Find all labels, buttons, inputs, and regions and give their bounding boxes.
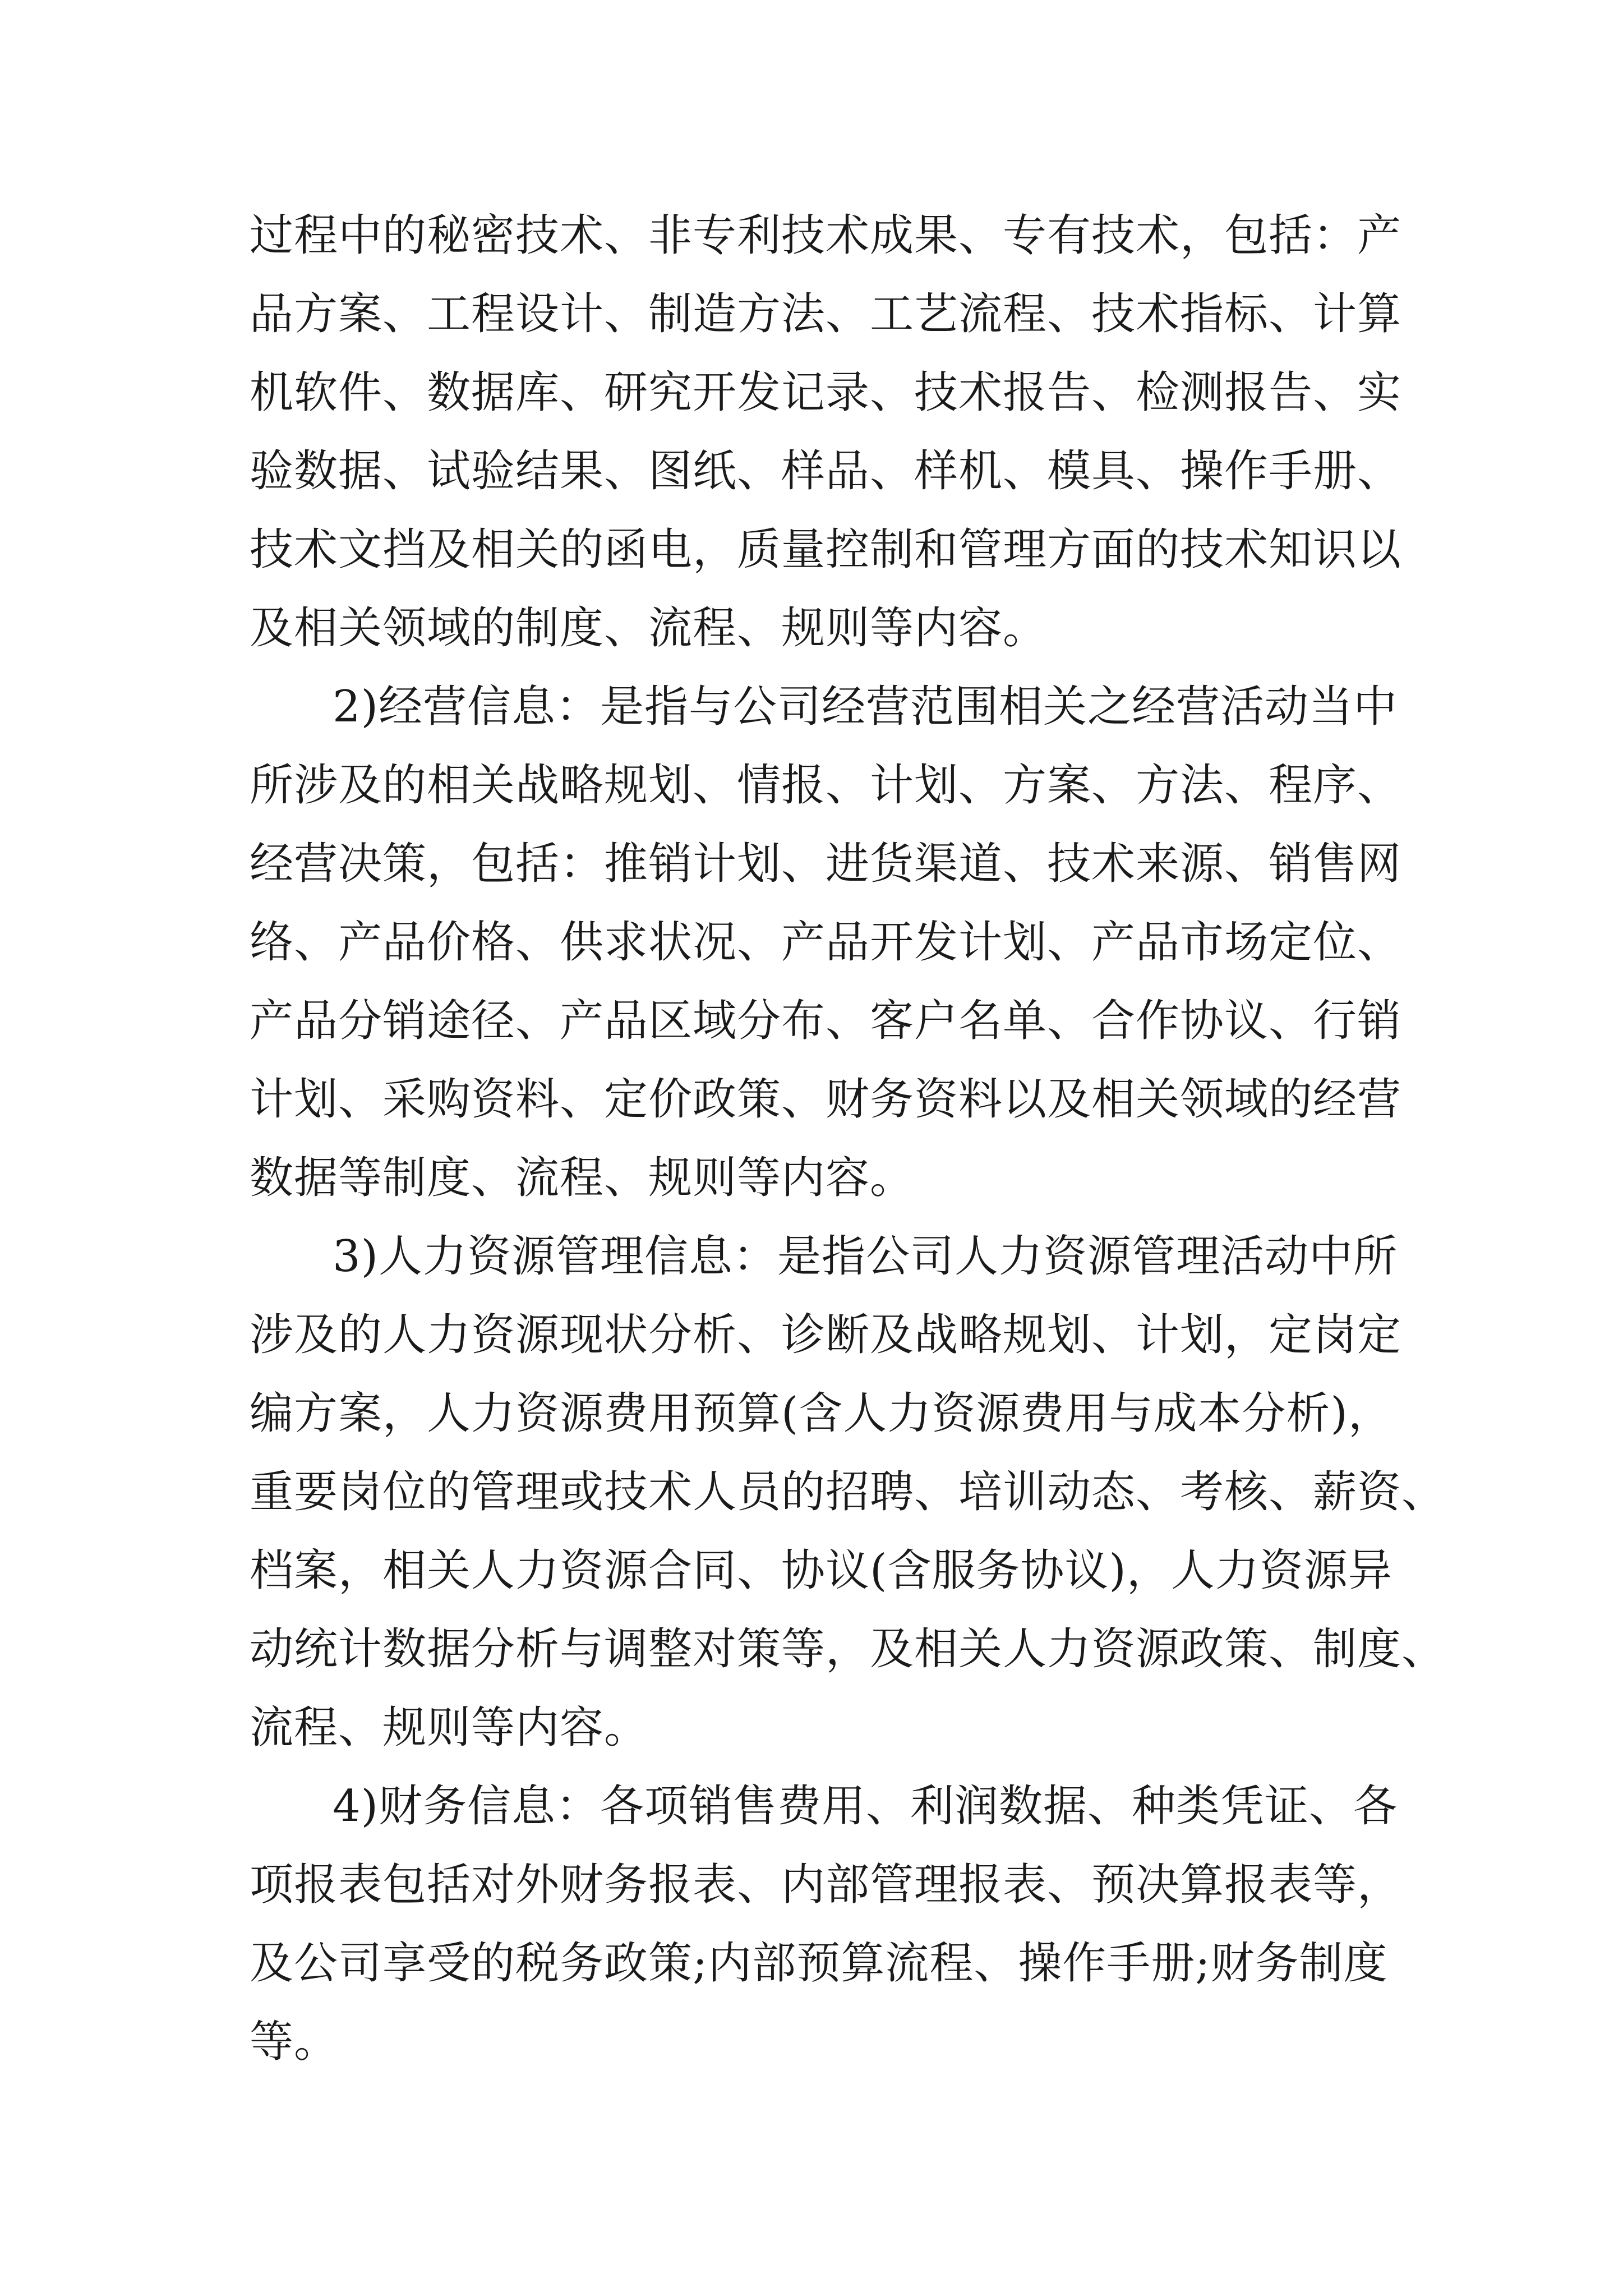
text-line: 及公司享受的税务政策;内部预算流程、操作手册;财务制度: [250, 1938, 1388, 1989]
paragraph-heading-finance-info: 4)财务信息：各项销售费用、利润数据、种类凭证、各: [333, 1781, 1398, 1832]
paragraph-heading-business-info: 2)经营信息：是指与公司经营范围相关之经营活动当中: [333, 682, 1398, 732]
text-line: 及相关领域的制度、流程、规则等内容。: [250, 603, 1048, 654]
text-line: 经营决策，包括：推销计划、进货渠道、技术来源、销售网: [250, 839, 1402, 889]
text-line: 所涉及的相关战略规划、情报、计划、方案、方法、程序、: [250, 760, 1402, 811]
text-line: 机软件、数据库、研究开发记录、技术报告、检测报告、实: [250, 367, 1402, 418]
text-line: 数据等制度、流程、规则等内容。: [250, 1153, 915, 1203]
text-line: 品方案、工程设计、制造方法、工艺流程、技术指标、计算: [250, 289, 1402, 339]
document-body: [250, 196, 1446, 2081]
text-line: 验数据、试验结果、图纸、样品、样机、模具、操作手册、: [250, 446, 1402, 496]
text-line: 重要岗位的管理或技术人员的招聘、培训动态、考核、薪资、: [250, 1467, 1446, 1517]
text-line: 流程、规则等内容。: [250, 1703, 649, 1753]
text-line: 涉及的人力资源现状分析、诊断及战略规划、计划，定岗定: [250, 1310, 1402, 1360]
text-line: 过程中的秘密技术、非专利技术成果、专有技术，包括：产: [250, 210, 1402, 261]
text-line: 项报表包括对外财务报表、内部管理报表、预决算报表等，: [250, 1860, 1402, 1910]
text-line: 技术文挡及相关的函电，质量控制和管理方面的技术知识以: [250, 524, 1402, 575]
text-line: 档案，相关人力资源合同、协议(含服务协议)，人力资源异: [250, 1545, 1393, 1596]
text-line: 等。: [250, 2017, 339, 2067]
text-line: 产品分销途径、产品区域分布、客户名单、合作协议、行销: [250, 996, 1402, 1046]
text-line: 动统计数据分析与调整对策等，及相关人力资源政策、制度、: [250, 1624, 1446, 1674]
paragraph-heading-hr-info: 3)人力资源管理信息：是指公司人力资源管理活动中所: [333, 1231, 1398, 1282]
text-line: 络、产品价格、供求状况、产品开发计划、产品市场定位、: [250, 917, 1402, 968]
text-line: 编方案，人力资源费用预算(含人力资源费用与成本分析)，: [250, 1388, 1393, 1439]
text-line: 计划、采购资料、定价政策、财务资料以及相关领域的经营: [250, 1074, 1402, 1125]
